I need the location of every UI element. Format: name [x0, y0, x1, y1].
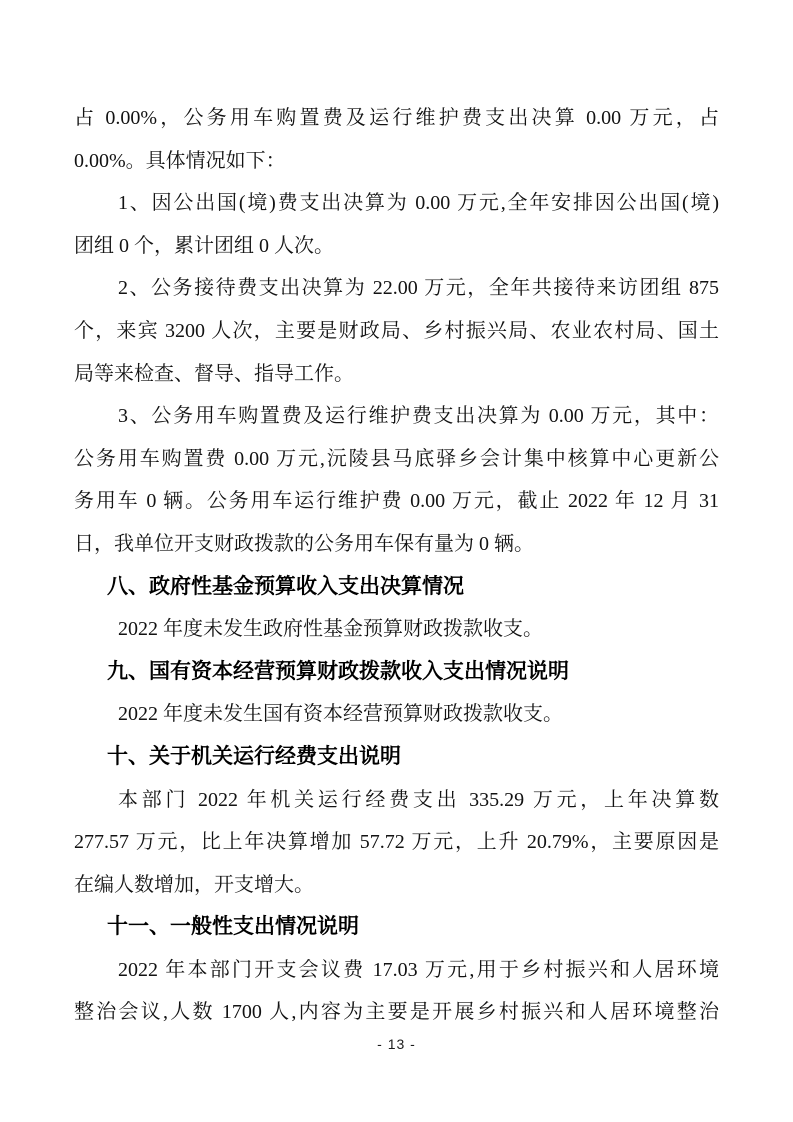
document-body [74, 97, 719, 1034]
body-line: 2022 年度未发生政府性基金预算财政拨款收支。 [118, 618, 543, 641]
body-line: 占 0.00%，公务用车购置费及运行维护费支出决算 0.00 万元，占 [74, 107, 719, 129]
section-heading: 十、关于机关运行经费支出说明 [107, 744, 401, 768]
body-line: 3、公务用车购置费及运行维护费支出决算为 0.00 万元，其中： [118, 405, 719, 428]
body-line: 2、公务接待费支出决算为 22.00 万元，全年共接待来访团组 875 [118, 277, 719, 300]
body-line: 务用车 0 辆。公务用车运行维护费 0.00 万元，截止 2022 年 12 月 31 [74, 490, 719, 513]
body-line: 日，我单位开支财政拨款的公务用车保有量为 0 辆。 [74, 532, 534, 555]
body-line: 2022 年度未发生国有资本经营预算财政拨款收支。 [118, 703, 563, 726]
body-line: 277.57 万元，比上年决算增加 57.72 万元，上升 20.79%，主要原因是 [74, 831, 719, 854]
body-line: 本部门 2022 年机关运行经费支出 335.29 万元，上年决算数 [118, 788, 719, 811]
page-number: - 13 - [377, 1036, 416, 1052]
section-heading: 九、国有资本经营预算财政拨款收入支出情况说明 [107, 659, 569, 683]
body-line: 局等来检查、督导、指导工作。 [74, 362, 354, 385]
section-heading: 十一、一般性支出情况说明 [107, 915, 359, 939]
section-heading: 八、政府性基金预算收入支出决算情况 [107, 574, 464, 598]
body-line: 团组 0 个，累计团组 0 人次。 [74, 234, 334, 257]
body-line: 整治会议,人数 1700 人,内容为主要是开展乡村振兴和人居环境整治 [74, 1001, 719, 1024]
body-line: 公务用车购置费 0.00 万元,沅陵县马底驿乡会计集中核算中心更新公 [74, 447, 719, 470]
body-line: 2022 年本部门开支会议费 17.03 万元,用于乡村振兴和人居环境 [118, 958, 719, 981]
body-line: 个，来宾 3200 人次，主要是财政局、乡村振兴局、农业农村局、国土 [74, 319, 719, 342]
body-line: 在编人数增加，开支增大。 [74, 873, 314, 896]
body-line: 0.00%。具体情况如下： [74, 149, 286, 172]
body-line: 1、因公出国(境)费支出决算为 0.00 万元,全年安排因公出国(境) [118, 192, 719, 215]
